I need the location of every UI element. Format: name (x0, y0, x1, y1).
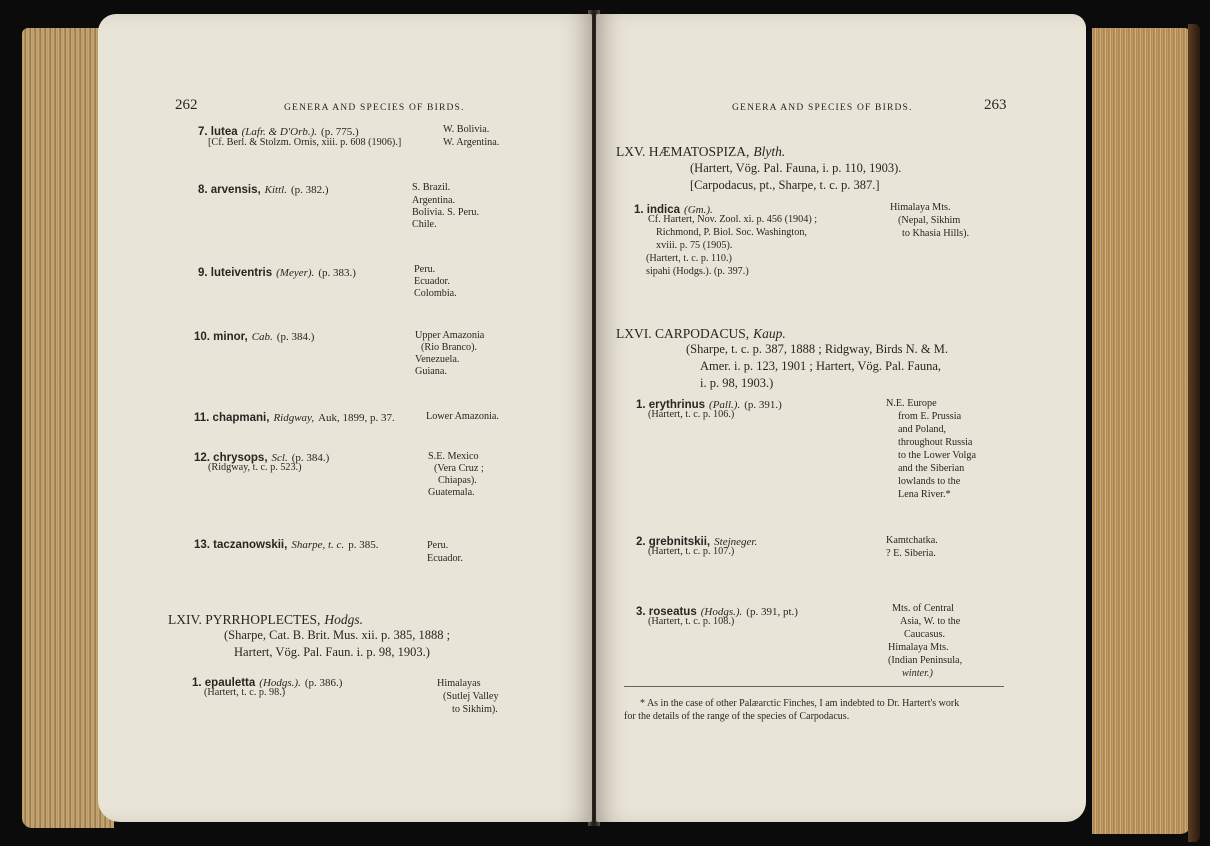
species-author: Stejneger. (714, 536, 758, 548)
entry-8-loc-2: Argentina. (412, 195, 456, 206)
species-ref: (p. 382.) (290, 184, 329, 196)
species-author: (Hodgs.). (259, 677, 301, 689)
indica-loc-3: to Khasia Hills). (902, 228, 970, 239)
species-author: Cab. (251, 331, 273, 343)
roseatus-loc-4: Himalaya Mts. (888, 642, 949, 653)
entry-12-loc-1: S.E. Mexico (428, 451, 479, 462)
indica-line-1: Cf. Hartert, Nov. Zool. xi. p. 456 (1904) ; (648, 214, 818, 225)
genus1-ref-2: [Carpodacus, pt., Sharpe, t. c. p. 387.] (690, 178, 880, 192)
species-author: Sharpe, t. c. (291, 539, 345, 551)
entry-10 (194, 327, 314, 345)
entry-12-loc-2: (Vera Cruz ; (434, 463, 484, 474)
entry-13 (194, 535, 378, 553)
species-name: 12. chrysops, (194, 452, 268, 464)
running-head: GENERA AND SPECIES OF BIRDS. (284, 103, 465, 113)
running-head: GENERA AND SPECIES OF BIRDS. (732, 103, 913, 113)
erythrinus-loc-6: and the Siberian (898, 463, 965, 474)
genus-ref-2: Hartert, Vög. Pal. Faun. i. p. 98, 1903.) (234, 645, 430, 659)
footnote-line-1: * As in the case of other Palæarctic Finches, I am indebted to Dr. Hartert's work (640, 698, 960, 709)
entry-8-loc-3: Bolivia. S. Peru. (412, 207, 480, 218)
species-name: 1. epauletta (192, 677, 256, 689)
species-ref: (p. 384.) (276, 331, 315, 343)
entry-epauletta-loc-1: Himalayas (437, 678, 481, 689)
species-ref: (p. 775.) (321, 126, 359, 138)
indica-line-5: sipahi (Hodgs.). (p. 397.) (646, 266, 749, 277)
species-ref: p. 385. (348, 539, 379, 551)
entry-12-loc-3: Chiapas). (438, 475, 477, 486)
erythrinus-loc-2: from E. Prussia (898, 411, 962, 422)
roseatus-loc-1: Mts. of Central (892, 603, 954, 614)
entry-13-loc-1: Peru. (427, 540, 449, 551)
species-author: Scl. (271, 452, 288, 464)
indica-line-3: xviii. p. 75 (1905). (656, 240, 733, 251)
species-name: 8. arvensis, (198, 184, 261, 196)
page-number: 263 (984, 97, 1007, 113)
erythrinus-loc-8: Lena River.* (898, 489, 951, 500)
genus-author: Kaup. (753, 326, 786, 341)
entry-8-loc-4: Chile. (412, 219, 437, 230)
entry-13-loc-2: Ecuador. (427, 553, 463, 564)
species-name: 2. grebnitskii, (636, 536, 711, 548)
roseatus-loc-6: winter.) (902, 668, 933, 679)
genus2-ref-2: Amer. i. p. 123, 1901 ; Hartert, Vög. Pal. Fauna, (700, 359, 942, 373)
roseatus-loc-3: Caucasus. (904, 629, 946, 640)
species-ref: (p. 384.) (291, 452, 330, 464)
species-author: (Meyer). (276, 267, 315, 279)
genus2-ref-3: i. p. 98, 1903.) (700, 376, 774, 390)
species-name: 13. taczanowskii, (194, 539, 288, 551)
genus-author: Blyth. (753, 144, 786, 159)
species-ref: (p. 391.) (744, 399, 782, 411)
erythrinus-loc-7: lowlands to the (898, 476, 961, 487)
entry-9-loc-3: Colombia. (414, 288, 457, 299)
species-author: (Pall.). (709, 399, 741, 411)
genus2-ref-1: (Sharpe, t. c. p. 387, 1888 ; Ridgway, Birds N. & M. (686, 342, 949, 356)
genus-author: Hodgs. (324, 612, 364, 627)
species-author: (Gm.). (684, 204, 713, 216)
grebnitskii-loc-1: Kamtchatka. (886, 535, 938, 546)
species-name: 7. lutea (198, 126, 238, 138)
entry-7-loc-2: W. Argentina. (443, 137, 500, 148)
entry-11-loc-1: Lower Amazonia. (426, 411, 499, 422)
right-page (596, 14, 1086, 822)
left-page (98, 14, 592, 822)
entry-10-loc-1: Upper Amazonia (415, 330, 485, 341)
footnote-line-2: for the details of the range of the species of Carpodacus. (624, 711, 850, 722)
genus1-ref-1: (Hartert, Vög. Pal. Fauna, i. p. 110, 1903). (690, 161, 902, 175)
species-author: (Hodgs.). (700, 606, 743, 618)
indica-line-2: Richmond, P. Biol. Soc. Washington, (656, 227, 807, 238)
species-ref: (p. 383.) (318, 267, 356, 279)
species-ref: Auk, 1899, p. 37. (318, 412, 395, 424)
entry-epauletta-citation: (Hartert, t. c. p. 98.) (204, 687, 286, 698)
erythrinus-loc-4: throughout Russia (898, 437, 973, 448)
erythrinus-loc-5: to the Lower Volga (898, 450, 976, 461)
entry-8-loc-1: S. Brazil. (412, 182, 451, 193)
species-name: 1. erythrinus (636, 399, 706, 411)
footnote-rule (624, 686, 1004, 687)
entry-12-loc-4: Guatemala. (428, 487, 475, 498)
page-edges-right (1092, 28, 1192, 834)
book-cover-right (1188, 24, 1200, 842)
entry-8 (198, 180, 329, 198)
entry-10-loc-3: Venezuela. (415, 354, 460, 365)
species-name: 1. indica (634, 204, 681, 216)
species-name: 11. chapmani, (194, 412, 270, 424)
entry-9-loc-2: Ecuador. (414, 276, 450, 287)
roseatus-loc-2: Asia, W. to the (900, 616, 961, 627)
genus-heading-lxiv (168, 611, 363, 629)
grebnitskii-citation: (Hartert, t. c. p. 107.) (648, 546, 735, 557)
entry-7-citation: [Cf. Berl. & Stolzm. Ornis, xiii. p. 608 (1906).] (208, 137, 402, 148)
roseatus-loc-5: (Indian Peninsula, (888, 655, 963, 666)
species-ref: (p. 386.) (304, 677, 343, 689)
species-name: 3. roseatus (636, 606, 697, 618)
roseatus-citation: (Hartert, t. c. p. 108.) (648, 616, 735, 627)
genus-heading-lxvi (616, 325, 786, 343)
entry-11 (194, 408, 395, 426)
species-author: (Lafr. & D'Orb.). (241, 126, 318, 138)
grebnitskii-loc-2: ? E. Siberia. (886, 548, 936, 559)
indica-loc-2: (Nepal, Sikhim (898, 215, 961, 226)
species-author: Kittl. (264, 184, 287, 196)
indica-loc-1: Himalaya Mts. (890, 202, 951, 213)
page-number: 262 (175, 97, 198, 113)
genus-name: LXV. HÆMATOSPIZA, (616, 144, 750, 159)
entry-10-loc-2: (Rio Branco). (421, 342, 478, 353)
erythrinus-citation: (Hartert, t. c. p. 106.) (648, 409, 735, 420)
entry-10-loc-4: Guiana. (415, 366, 447, 377)
species-ref: (p. 391, pt.) (746, 606, 798, 618)
erythrinus-loc-3: and Poland, (898, 424, 947, 435)
species-name: 9. luteiventris (198, 267, 273, 279)
entry-9 (198, 263, 356, 281)
entry-12-citation: (Ridgway, t. c. p. 523.) (208, 462, 302, 473)
entry-7-loc-1: W. Bolivia. (443, 124, 490, 135)
erythrinus-loc-1: N.E. Europe (886, 398, 937, 409)
indica-line-4: (Hartert, t. c. p. 110.) (646, 253, 732, 264)
genus-name: LXVI. CARPODACUS, (616, 326, 750, 341)
genus-ref-1: (Sharpe, Cat. B. Brit. Mus. xii. p. 385, 1888 ; (224, 628, 451, 642)
species-author: Ridgway, (273, 412, 315, 424)
entry-9-loc-1: Peru. (414, 264, 436, 275)
genus-name: LXIV. PYRRHOPLECTES, (168, 612, 321, 627)
entry-epauletta-loc-2: (Sutlej Valley (443, 691, 499, 702)
entry-epauletta-loc-3: to Sikhim). (452, 704, 498, 715)
species-name: 10. minor, (194, 331, 248, 343)
genus-heading-lxv (616, 143, 785, 161)
